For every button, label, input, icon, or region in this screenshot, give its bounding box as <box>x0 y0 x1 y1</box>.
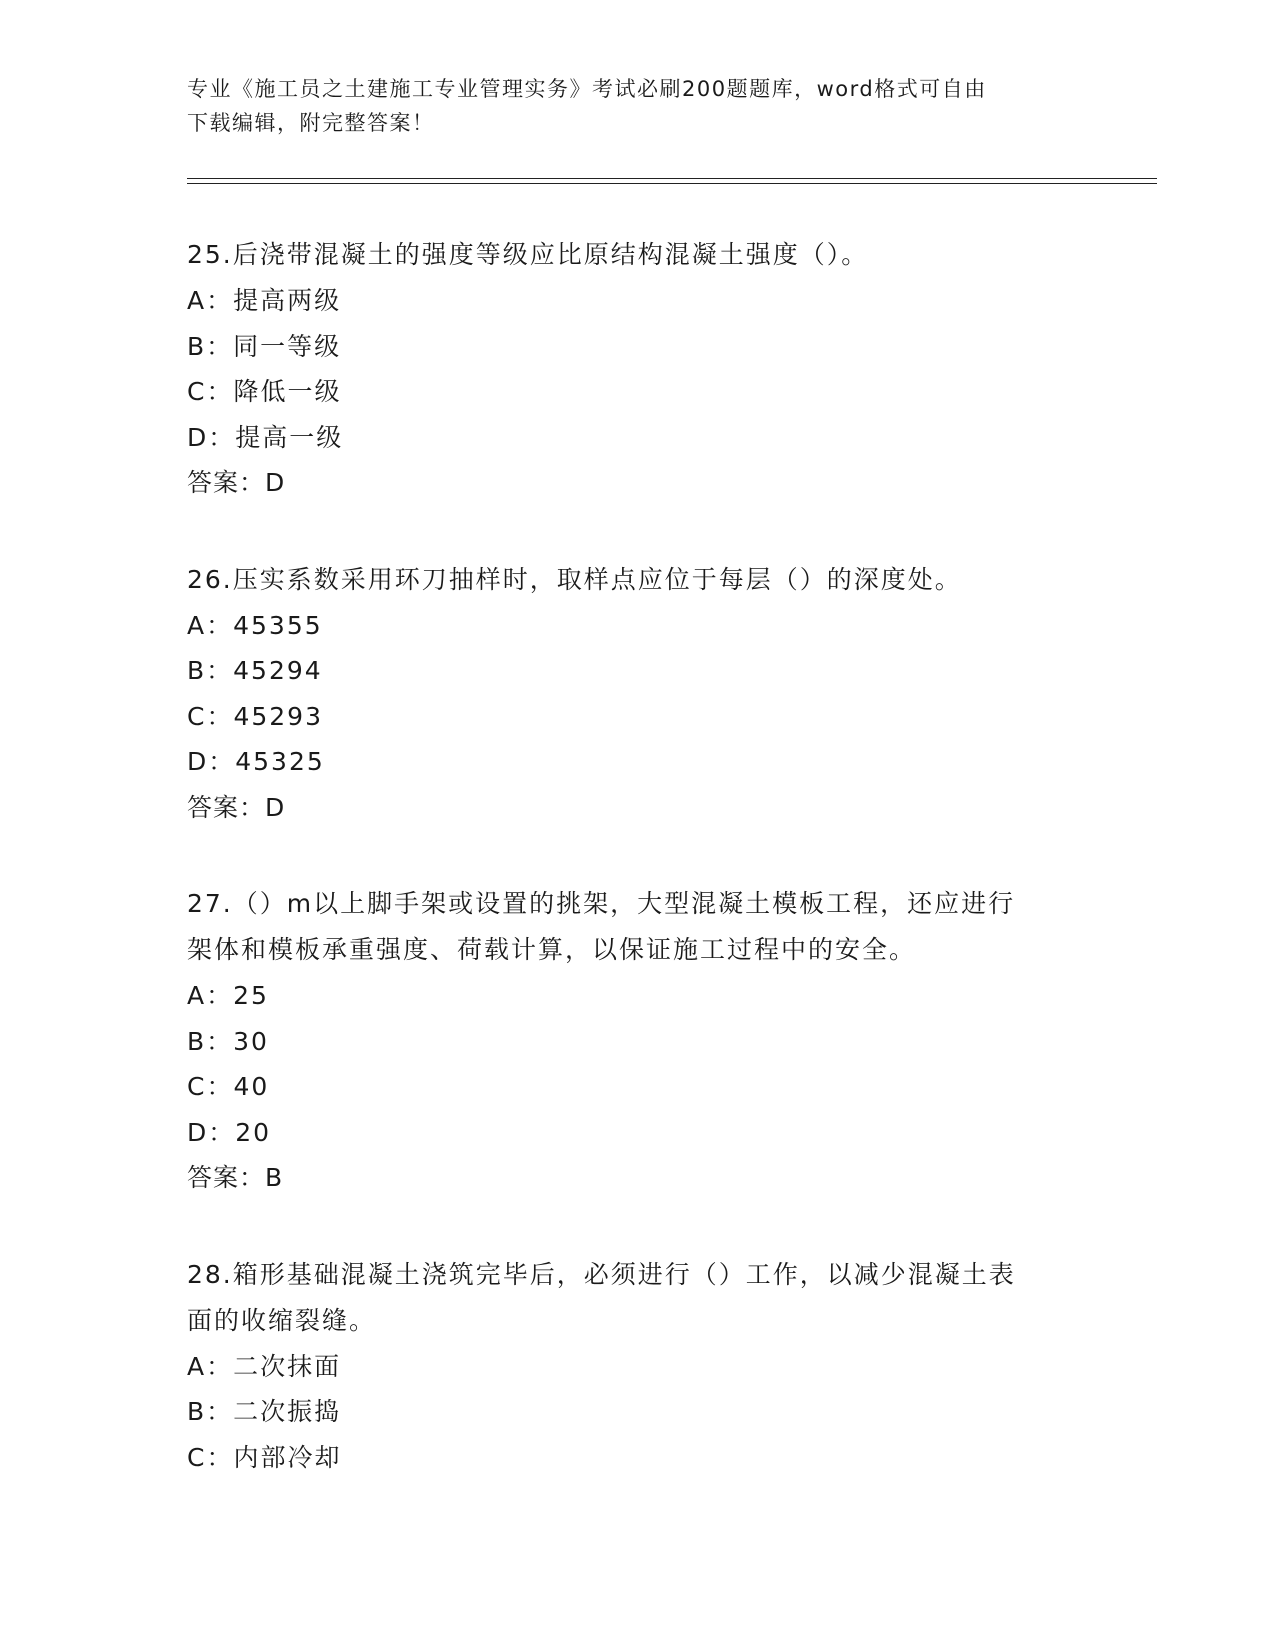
header-divider-bottom <box>187 183 1157 184</box>
option-b: B：30 <box>187 1026 269 1056</box>
question-stem-line-2: 架体和模板承重强度、荷载计算，以保证施工过程中的安全。 <box>187 935 917 964</box>
answer-label: 答案：D <box>187 468 286 497</box>
question-28 <box>187 1252 1087 1481</box>
option-b: B：二次振捣 <box>187 1397 342 1426</box>
option-c: C：内部冷却 <box>187 1442 342 1472</box>
question-stem: 26.压实系数采用环刀抽样时，取样点应位于每层（）的深度处。 <box>187 564 962 594</box>
option-c: C：降低一级 <box>187 377 342 406</box>
answer-label: 答案：B <box>187 1163 284 1192</box>
question-25 <box>187 232 1087 506</box>
question-stem: 25.后浇带混凝土的强度等级应比原结构混凝土强度（）。 <box>187 240 869 269</box>
option-a: A：25 <box>187 981 269 1010</box>
option-c: C：40 <box>187 1072 270 1101</box>
question-27 <box>187 881 1087 1201</box>
option-a: A：45355 <box>187 610 323 640</box>
header-line-2: 下载编辑，附完整答案！ <box>187 111 435 135</box>
option-d: D：45325 <box>187 747 325 776</box>
header-divider-top <box>187 178 1157 179</box>
option-b: B：同一等级 <box>187 331 342 361</box>
option-c: C：45293 <box>187 701 323 731</box>
option-a: A：二次抹面 <box>187 1351 342 1381</box>
option-a: A：提高两级 <box>187 286 342 315</box>
header-line-1: 专业《施工员之土建施工专业管理实务》考试必刷200题题库，word格式可自由 <box>187 77 987 101</box>
question-26 <box>187 557 1087 831</box>
option-b: B：45294 <box>187 656 323 685</box>
question-stem-line-1: 27.（）m以上脚手架或设置的挑架，大型混凝土模板工程，还应进行 <box>187 889 1016 918</box>
question-list <box>187 232 1087 1531</box>
option-d: D：20 <box>187 1117 272 1147</box>
option-d: D：提高一级 <box>187 422 344 452</box>
answer-label: 答案：D <box>187 792 286 822</box>
question-stem-line-2: 面的收缩裂缝。 <box>187 1305 377 1335</box>
question-stem-line-1: 28.箱形基础混凝土浇筑完毕后，必须进行（）工作，以减少混凝土表 <box>187 1259 1016 1289</box>
document-header <box>187 72 1087 140</box>
